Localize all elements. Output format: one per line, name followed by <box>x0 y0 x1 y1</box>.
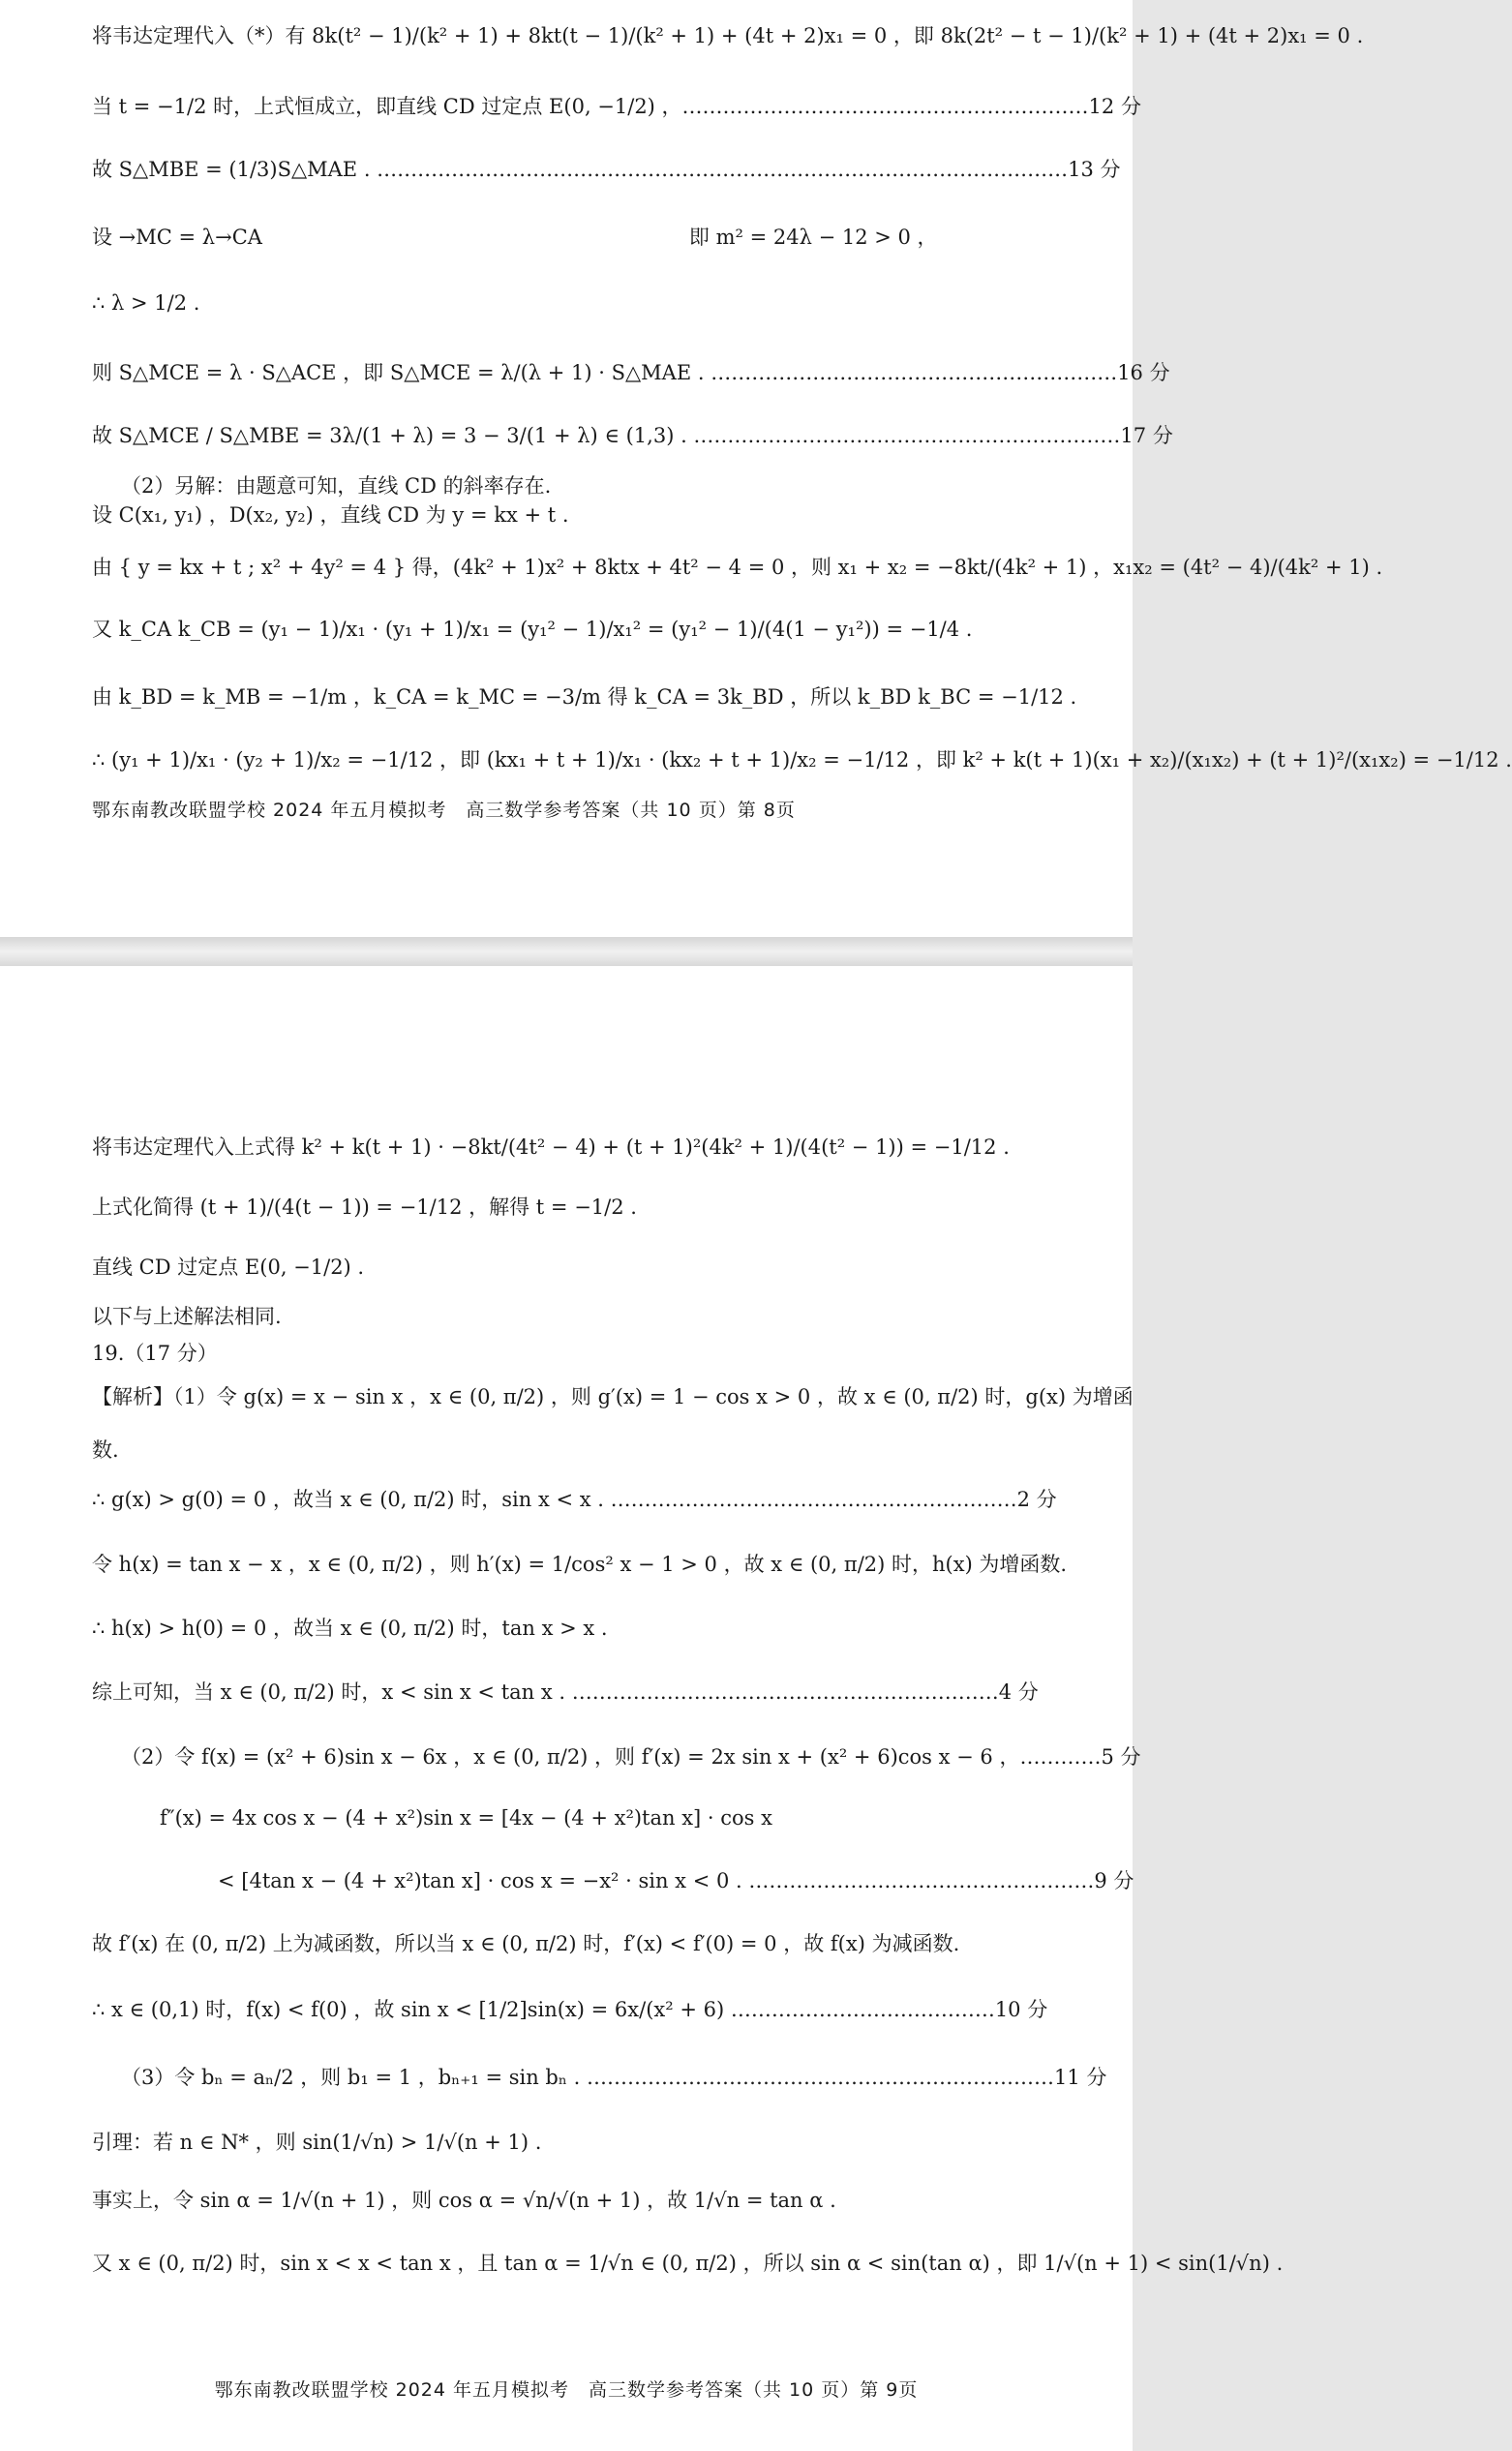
text-line: 故 S△MCE / S△MBE = 3λ/(1 + λ) = 3 − 3/(1 + λ) ∈ (1,3) . ………………………………………………………17 分 <box>92 424 1173 447</box>
text-line: 将韦达定理代入（*）有 8k(t² − 1)/(k² + 1) + 8kt(t − 1)/(k² + 1) + (4t + 2)x₁ = 0 ，即 8k(2t² − t − 1)/(k² + 1) + (4t + 2)x₁ = 0 . <box>92 24 1364 47</box>
text-line: 引理：若 n ∈ N* ，则 sin(1/√n) > 1/√(n + 1) . <box>92 2131 542 2154</box>
text-line: 故 f′(x) 在 (0, π/2) 上为减函数，所以当 x ∈ (0, π/2) 时，f′(x) < f′(0) = 0 ，故 f(x) 为减函数. <box>92 1932 960 1955</box>
text-line: < [4tan x − (4 + x²)tan x] · cos x = −x² · sin x < 0 . ……………………………………………9 分 <box>218 1869 1134 1892</box>
text-line: 当 t = −1/2 时，上式恒成立，即直线 CD 过定点 E(0, −1/2) ，……………………………………………………12 分 <box>92 95 1141 118</box>
text-line: （2）令 f(x) = (x² + 6)sin x − 6x ，x ∈ (0, π/2) ，则 f′(x) = 2x sin x + (x² + 6)cos x − 6 ，…………5 分 <box>121 1745 1141 1769</box>
text-line: ∴ x ∈ (0,1) 时，f(x) < f(0) ，故 sin x < [1/2]sin(x) = 6x/(x² + 6) …………………………………10 分 <box>92 1998 1048 2021</box>
text-line: 数. <box>92 1438 119 1462</box>
text-line: 设 C(x₁, y₁) ，D(x₂, y₂) ，直线 CD 为 y = kx + t . <box>92 503 569 527</box>
text-line: 上式化简得 (t + 1)/(4(t − 1)) = −1/12 ，解得 t = −1/2 . <box>92 1195 637 1219</box>
page-footer: 鄂东南教改联盟学校 2024 年五月模拟考 高三数学参考答案（共 10 页）第 8页 <box>92 800 796 821</box>
text-line: ∴ h(x) > h(0) = 0 ，故当 x ∈ (0, π/2) 时，tan x > x . <box>92 1617 608 1640</box>
text-line: 又 x ∈ (0, π/2) 时，sin x < x < tan x ，且 tan α = 1/√n ∈ (0, π/2) ，所以 sin α < sin(tan α) ，即 1/√(n + 1) < sin(1/√n) . <box>92 2252 1284 2275</box>
text-line: 又 k_CA k_CB = (y₁ − 1)/x₁ · (y₁ + 1)/x₁ = (y₁² − 1)/x₁² = (y₁² − 1)/(4(1 − y₁²)) = −1/4 . <box>92 618 973 641</box>
page-footer: 鄂东南教改联盟学校 2024 年五月模拟考 高三数学参考答案（共 10 页）第 9页 <box>214 2379 919 2401</box>
text-line: 将韦达定理代入上式得 k² + k(t + 1) · −8kt/(4t² − 4) + (t + 1)²(4k² + 1)/(4(t² − 1)) = −1/12 . <box>92 1135 1010 1159</box>
text-line: （2）另解：由题意可知，直线 CD 的斜率存在. <box>121 474 552 498</box>
text-line: 令 h(x) = tan x − x ，x ∈ (0, π/2) ，则 h′(x) = 1/cos² x − 1 > 0 ，故 x ∈ (0, π/2) 时，h(x) 为增函数. <box>92 1553 1068 1576</box>
text-line: 则 S△MCE = λ · S△ACE ，即 S△MCE = λ/(λ + 1) · S△MAE . ……………………………………………………16 分 <box>92 361 1170 384</box>
text-line: 设 →MC = λ→CA 即 m² = 24λ − 12 > 0 ， <box>92 226 938 249</box>
text-line: ∴ (y₁ + 1)/x₁ · (y₂ + 1)/x₂ = −1/12 ，即 (kx₁ + t + 1)/x₁ · (kx₂ + t + 1)/x₂ = −1/12 ，即 k² + k(t + 1)(x₁ + x₂)/(x₁x₂) + (t + 1)²/(x₁x₂) = −1/12 . <box>92 748 1512 772</box>
text-line: 以下与上述解法相同. <box>92 1305 282 1328</box>
text-line: 19.（17 分） <box>92 1342 218 1365</box>
text-line: ∴ g(x) > g(0) = 0 ，故当 x ∈ (0, π/2) 时，sin x < x . ……………………………………………………2 分 <box>92 1488 1057 1511</box>
document-page-9 <box>0 966 1284 2451</box>
text-line: 直线 CD 过定点 E(0, −1/2) . <box>92 1256 365 1279</box>
text-line: 综上可知，当 x ∈ (0, π/2) 时，x < sin x < tan x . ………………………………………………………4 分 <box>92 1680 1039 1704</box>
text-line: f″(x) = 4x cos x − (4 + x²)sin x = [4x − (4 + x²)tan x] · cos x <box>160 1806 772 1830</box>
text-line: 事实上，令 sin α = 1/√(n + 1) ，则 cos α = √n/√(n + 1) ，故 1/√n = tan α . <box>92 2189 836 2212</box>
text-line: 故 S△MBE = (1/3)S△MAE . …………………………………………………………………………………………13 分 <box>92 158 1121 181</box>
text-line: 【解析】（1）令 g(x) = x − sin x ，x ∈ (0, π/2) ，则 g′(x) = 1 − cos x > 0 ，故 x ∈ (0, π/2) 时，g(x) 为增函 <box>92 1385 1134 1408</box>
text-line: 由 k_BD = k_MB = −1/m ，k_CA = k_MC = −3/m 得 k_CA = 3k_BD ，所以 k_BD k_BC = −1/12 . <box>92 685 1077 709</box>
document-page-8 <box>0 0 1512 937</box>
page-separator <box>0 937 1133 966</box>
text-line: 由 { y = kx + t ; x² + 4y² = 4 } 得，(4k² + 1)x² + 8ktx + 4t² − 4 = 0 ，则 x₁ + x₂ = −8kt/(4k² + 1) ，x₁x₂ = (4t² − 4)/(4k² + 1) . <box>92 556 1383 579</box>
text-line: （3）令 bₙ = aₙ/2 ，则 b₁ = 1 ，bₙ₊₁ = sin bₙ . ……………………………………………………………11 分 <box>121 2066 1107 2089</box>
text-line: ∴ λ > 1/2 . <box>92 291 200 315</box>
